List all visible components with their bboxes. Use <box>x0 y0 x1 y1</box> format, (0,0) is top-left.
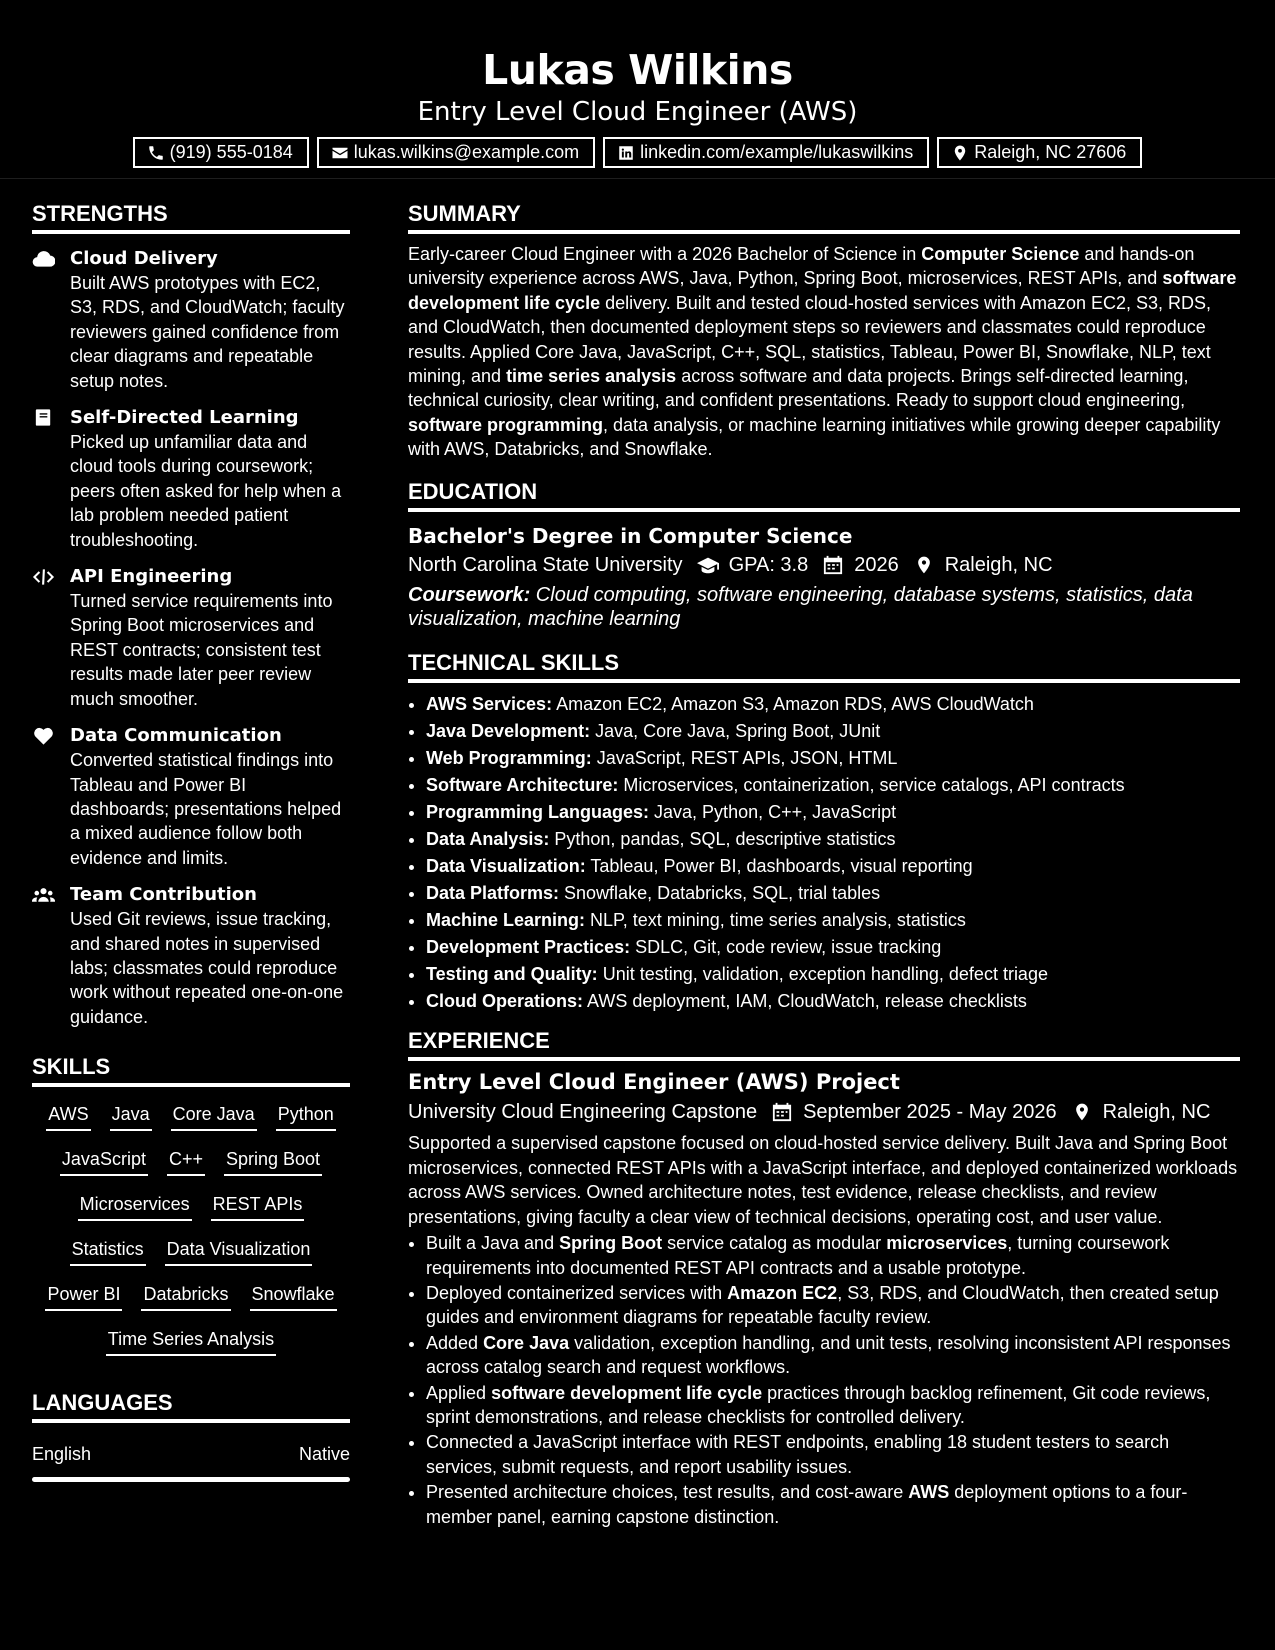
emphasis-text: AWS <box>908 1482 950 1503</box>
skill-row <box>32 1236 350 1281</box>
text-run: delivery. Built and tested cloud-hosted services with Amazon EC2, S3, RDS, and CloudWatch, then documented deployment steps so reviewers and classmates could reproduce results. Applied Core Java, JavaScript, C++, SQL, statistics, Tableau, Power BI, Snowflake, NLP, text mining, and <box>408 292 1212 387</box>
strength-item <box>32 405 350 552</box>
degree-title: Bachelor's Degree in Computer Science <box>408 523 853 548</box>
text-run: and hands-on university experience across AWS, Java, Python, Spring Boot, microservices, REST APIs, and <box>408 244 1195 289</box>
technical-skills-heading: TECHNICAL SKILLS <box>408 649 1240 683</box>
school-name: North Carolina State University <box>408 553 683 576</box>
skills-tag-cloud <box>32 1101 350 1371</box>
strength-item <box>32 564 350 711</box>
technical-skill-item <box>426 853 1240 880</box>
text-run: service catalog as modular <box>662 1233 887 1254</box>
contact-bar <box>0 137 1275 168</box>
graduation-year: 2026 <box>854 553 899 576</box>
resume-header <box>0 0 1275 179</box>
contact-phone-text: (919) 555-0184 <box>169 142 293 162</box>
strengths-heading: STRENGTHS <box>32 200 350 234</box>
emphasis-text: Data Visualization: <box>426 856 586 877</box>
skills-heading: SKILLS <box>32 1053 350 1087</box>
emphasis-text: Spring Boot <box>559 1233 663 1254</box>
strength-item <box>32 246 350 393</box>
education-heading: EDUCATION <box>408 478 1240 512</box>
job-meta <box>408 1097 1240 1127</box>
strength-desc: Built AWS prototypes with EC2, S3, RDS, and CloudWatch; faculty reviewers gained confidence from clear diagrams and repeatable setup notes. <box>70 273 345 391</box>
text-run: NLP, text mining, time series analysis, statistics <box>585 910 966 931</box>
job-location: Raleigh, NC <box>1102 1101 1211 1124</box>
skill-tag: AWS <box>46 1101 90 1131</box>
summary-text <box>408 242 1240 462</box>
text-run: Microservices, containerization, service catalogs, API contracts <box>618 775 1125 796</box>
coursework-label: Coursework: <box>408 583 531 606</box>
map-pin-icon <box>951 144 969 162</box>
skill-row <box>32 1281 350 1326</box>
skill-tag: Data Visualization <box>165 1236 313 1266</box>
job-bullet <box>426 1281 1240 1330</box>
heart-icon <box>32 726 55 746</box>
coursework-list: Cloud computing, software engineering, database systems, statistics, data visualization, machine learning <box>408 583 1193 631</box>
map-pin-icon <box>1071 1102 1093 1122</box>
technical-skill-item <box>426 691 1240 718</box>
language-row <box>32 1443 350 1465</box>
education-meta <box>408 550 1240 580</box>
skill-tag: Time Series Analysis <box>106 1326 276 1356</box>
skill-tag: REST APIs <box>211 1191 305 1221</box>
strength-title: API Engineering <box>70 566 233 588</box>
school-location: Raleigh, NC <box>944 553 1053 576</box>
job-bullet <box>426 1231 1240 1280</box>
users-icon <box>32 885 55 905</box>
text-run: practices through backlog refinement, Git code reviews, sprint demonstrations, and release checklists for controlled delivery. <box>426 1382 1211 1427</box>
text-run: AWS deployment, IAM, CloudWatch, release checklists <box>583 991 1027 1012</box>
text-run: Python, pandas, SQL, descriptive statistics <box>549 829 896 850</box>
job-bullets <box>408 1231 1240 1529</box>
calendar-icon <box>822 555 844 575</box>
strength-item <box>32 882 350 1029</box>
strength-desc: Used Git reviews, issue tracking, and shared notes in supervised labs; classmates could reproduce work without repeated one-on-one guidance. <box>70 909 344 1027</box>
technical-skill-item <box>426 772 1240 799</box>
skill-tag: C++ <box>167 1146 205 1176</box>
text-run: Tableau, Power BI, dashboards, visual reporting <box>585 856 973 877</box>
job-dates: September 2025 - May 2026 <box>803 1101 1057 1124</box>
emphasis-text: Java Development: <box>426 721 591 742</box>
technical-skill-item <box>426 880 1240 907</box>
strength-title: Data Communication <box>70 725 282 747</box>
technical-skill-item <box>426 718 1240 745</box>
emphasis-text: time series analysis <box>506 366 677 387</box>
text-run: Built a Java and <box>426 1233 560 1254</box>
text-run: across software and data projects. Brings self-directed learning, technical curiosity, clear writing, and confident presentations. Ready to support cloud engineering, <box>408 366 1189 411</box>
summary-heading: SUMMARY <box>408 200 1240 234</box>
languages-heading: LANGUAGES <box>32 1389 350 1423</box>
contact-email-text: lukas.wilkins@example.com <box>353 142 580 162</box>
contact-email[interactable] <box>317 137 595 168</box>
technical-skills-list <box>408 691 1240 1015</box>
emphasis-text: AWS Services: <box>426 694 553 715</box>
text-run: , turning coursework requirements into documented REST API contracts and a usable prototype. <box>426 1233 1170 1278</box>
contact-linkedin[interactable] <box>603 137 929 168</box>
book-icon <box>32 408 55 428</box>
language-name: English <box>32 1444 92 1465</box>
emphasis-text: Core Java <box>483 1332 570 1353</box>
strength-title: Self-Directed Learning <box>70 407 299 429</box>
skill-tag: Python <box>276 1101 336 1131</box>
candidate-title: Entry Level Cloud Engineer (AWS) <box>417 97 858 127</box>
contact-location <box>937 137 1142 168</box>
skill-tag: Java <box>110 1101 152 1131</box>
text-run: Presented architecture choices, test results, and cost-aware <box>426 1482 909 1503</box>
text-run: Added <box>426 1332 484 1353</box>
linkedin-icon <box>617 144 635 162</box>
text-run: Deployed containerized services with <box>426 1282 728 1303</box>
skill-tag: Spring Boot <box>224 1146 322 1176</box>
job-bullet <box>426 1430 1240 1479</box>
phone-icon <box>147 144 165 162</box>
text-run: Snowflake, Databricks, SQL, trial tables <box>559 883 881 904</box>
graduation-cap-icon <box>697 555 719 575</box>
strength-title: Cloud Delivery <box>70 248 218 269</box>
technical-skill-item <box>426 745 1240 772</box>
text-run: Java, Core Java, Spring Boot, JUnit <box>590 721 881 742</box>
text-run: , S3, RDS, and CloudWatch, then created setup guides and environment diagrams for repeatable faculty review. <box>426 1282 1219 1328</box>
skill-row <box>32 1326 350 1371</box>
strength-desc: Picked up unfamiliar data and cloud tools during coursework; peers often asked for help when a lab problem needed patient troubleshooting. <box>70 432 342 550</box>
job-bullet <box>426 1331 1240 1380</box>
skill-tag: Databricks <box>141 1281 230 1311</box>
skill-tag: Statistics <box>70 1236 146 1266</box>
emphasis-text: Data Analysis: <box>426 829 550 850</box>
text-run: Applied <box>426 1382 492 1403</box>
strength-title: Team Contribution <box>70 884 257 906</box>
text-run: Connected a JavaScript interface with REST endpoints, enabling 18 student testers to search services, submit requests, and report usability issues. <box>426 1432 1170 1477</box>
map-pin-icon <box>913 555 935 575</box>
emphasis-text: Testing and Quality: <box>426 964 598 985</box>
technical-skill-item <box>426 934 1240 961</box>
technical-skill-item <box>426 907 1240 934</box>
text-run: Java, Python, C++, JavaScript <box>649 802 897 823</box>
emphasis-text: software development life cycle <box>408 268 1237 313</box>
text-run: Amazon EC2, Amazon S3, Amazon RDS, AWS CloudWatch <box>552 694 1034 715</box>
gpa: GPA: 3.8 <box>728 553 809 576</box>
text-run: SDLC, Git, code review, issue tracking <box>630 937 942 958</box>
emphasis-text: Web Programming: <box>426 748 592 769</box>
language-level: Native <box>298 1444 350 1465</box>
technical-skill-item <box>426 961 1240 988</box>
skill-row <box>32 1146 350 1191</box>
contact-phone[interactable] <box>133 137 309 168</box>
skill-row <box>32 1191 350 1236</box>
skill-tag: Microservices <box>78 1191 192 1221</box>
emphasis-text: software programming <box>408 414 604 435</box>
emphasis-text: Data Platforms: <box>426 883 560 904</box>
emphasis-text: software development life cycle <box>491 1382 763 1403</box>
strength-item <box>32 723 350 870</box>
skill-tag: Core Java <box>171 1101 257 1131</box>
skill-tag: Power BI <box>45 1281 122 1311</box>
right-column <box>408 200 1240 1530</box>
code-icon <box>32 567 55 587</box>
contact-linkedin-text: linkedin.com/example/lukaswilkins <box>640 142 914 162</box>
emphasis-text: Software Architecture: <box>426 775 619 796</box>
job-organization: University Cloud Engineering Capstone <box>408 1101 758 1124</box>
experience-heading: EXPERIENCE <box>408 1027 1240 1061</box>
calendar-icon <box>771 1102 793 1122</box>
envelope-icon <box>331 144 349 162</box>
emphasis-text: Amazon EC2 <box>727 1282 838 1303</box>
text-run: JavaScript, REST APIs, JSON, HTML <box>591 748 898 769</box>
candidate-name: Lukas Wilkins <box>482 46 793 94</box>
skill-tag: JavaScript <box>60 1146 148 1176</box>
technical-skill-item <box>426 826 1240 853</box>
job-summary: Supported a supervised capstone focused on cloud-hosted service delivery. Built Java and Spring Boot microservices, connected REST APIs with a JavaScript interface, and deployed containerized workloads across AWS services. Owned architecture notes, test evidence, release checklists, and review presentations, giving faculty a clear view of technical decisions, operating cost, and user value. <box>408 1133 1238 1227</box>
emphasis-text: Cloud Operations: <box>426 991 583 1012</box>
technical-skill-item <box>426 799 1240 826</box>
emphasis-text: Programming Languages: <box>426 802 650 823</box>
language-level-bar <box>32 1477 350 1482</box>
emphasis-text: microservices <box>886 1233 1008 1254</box>
technical-skill-item <box>426 988 1240 1015</box>
cloud-icon <box>32 249 55 269</box>
strength-desc: Converted statistical findings into Tableau and Power BI dashboards; presentations helped a mixed audience follow both evidence and limits. <box>70 750 342 868</box>
contact-location-text: Raleigh, NC 27606 <box>974 142 1127 162</box>
job-bullet <box>426 1480 1240 1529</box>
coursework <box>408 583 1240 632</box>
text-run: , data analysis, or machine learning initiatives while growing deeper capability with AWS, Databricks, and Snowflake. <box>408 414 1221 460</box>
emphasis-text: Computer Science <box>921 244 1080 264</box>
skill-tag: Snowflake <box>250 1281 337 1311</box>
job-bullet <box>426 1381 1240 1430</box>
text-run: validation, exception handling, and unit tests, resolving inconsistent API responses across catalog search and request workflows. <box>426 1332 1231 1378</box>
text-run: Early-career Cloud Engineer with a 2026 Bachelor of Science in <box>408 244 922 264</box>
job-title: Entry Level Cloud Engineer (AWS) Project <box>408 1070 900 1095</box>
text-run: Unit testing, validation, exception handling, defect triage <box>597 964 1048 985</box>
strength-desc: Turned service requirements into Spring Boot microservices and REST contracts; consistent test results made later peer review much smoother. <box>70 591 333 709</box>
left-column <box>32 200 350 1482</box>
text-run: deployment options to a four-member panel, earning capstone distinction. <box>426 1482 1188 1527</box>
emphasis-text: Development Practices: <box>426 937 631 958</box>
emphasis-text: Machine Learning: <box>426 910 586 931</box>
skill-row <box>32 1101 350 1146</box>
